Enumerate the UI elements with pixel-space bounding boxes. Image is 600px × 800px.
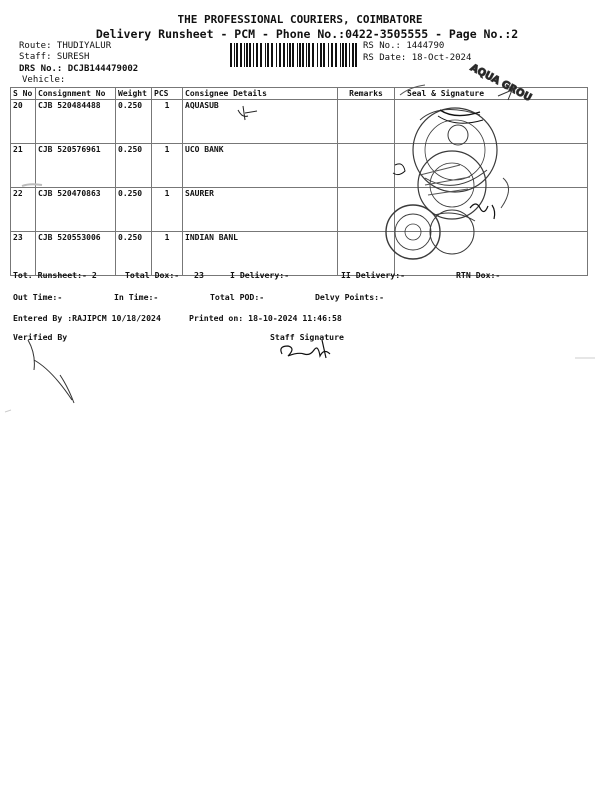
delvy-points: Delvy Points:- bbox=[315, 292, 385, 302]
cell-consignee: SAURER bbox=[183, 188, 338, 232]
cell-weight: 0.250 bbox=[116, 100, 152, 144]
entered-by: Entered By :RAJIPCM 10/18/2024 bbox=[13, 313, 161, 323]
col-header-consignee: Consignee Details bbox=[183, 88, 338, 100]
cell-pcs: 1 bbox=[152, 232, 183, 276]
aqua-group-stamp bbox=[400, 62, 533, 104]
staff-signature-label: Staff Signature bbox=[270, 332, 344, 342]
cell-sno: 22 bbox=[11, 188, 36, 232]
cell-sno: 21 bbox=[11, 144, 36, 188]
staff-label: Staff: SURESH bbox=[19, 52, 90, 62]
faint-mark-icon bbox=[5, 410, 11, 412]
cell-pcs: 1 bbox=[152, 100, 183, 144]
i-delivery: I Delivery:- bbox=[230, 270, 290, 280]
col-header-consignment: Consignment No bbox=[36, 88, 116, 100]
total-pod: Total POD:- bbox=[210, 292, 265, 302]
aqua-group-text: AQUA GROU bbox=[468, 62, 534, 104]
out-time: Out Time:- bbox=[13, 292, 63, 302]
company-title: THE PROFESSIONAL COURIERS, COIMBATORE bbox=[177, 13, 423, 26]
cell-pcs: 1 bbox=[152, 144, 183, 188]
rs-number: RS No.: 1444790 bbox=[363, 41, 445, 51]
cell-weight: 0.250 bbox=[116, 144, 152, 188]
cell-consignment: CJB 520576961 bbox=[36, 144, 116, 188]
rtn-dox: RTN Dox:- bbox=[456, 270, 501, 280]
vehicle-label: Vehicle: bbox=[22, 75, 66, 85]
svg-text:AQUA GROU bbox=[468, 62, 533, 104]
col-header-sno: S No bbox=[11, 88, 36, 100]
cell-consignment: CJB 520553006 bbox=[36, 232, 116, 276]
col-header-remarks: Remarks bbox=[338, 88, 395, 100]
cell-sno: 23 bbox=[11, 232, 36, 276]
col-header-weight: Weight bbox=[116, 88, 152, 100]
cell-consignee: UCO BANK bbox=[183, 144, 338, 188]
rs-date: RS Date: 18-Oct-2024 bbox=[363, 53, 472, 63]
staff-signature-icon bbox=[281, 340, 330, 358]
col-header-pcs: PCS bbox=[152, 88, 183, 100]
in-time: In Time:- bbox=[114, 292, 159, 302]
cell-weight: 0.250 bbox=[116, 232, 152, 276]
tot-runsheet: Tot. Runsheet:- 2 bbox=[13, 270, 97, 280]
cell-consignment: CJB 520484488 bbox=[36, 100, 116, 144]
cell-consignment: CJB 520470863 bbox=[36, 188, 116, 232]
cell-weight: 0.250 bbox=[116, 188, 152, 232]
smudge-mark-icon bbox=[22, 184, 42, 186]
runsheet-subtitle: Delivery Runsheet - PCM - Phone No.:0422-3505555 - Page No.:2 bbox=[95, 27, 519, 41]
col-header-seal-signature: Seal & Signature bbox=[395, 88, 588, 100]
indian-bank-seal-icon bbox=[386, 205, 475, 259]
tick-mark-icon bbox=[238, 106, 257, 120]
cell-consignee: INDIAN BANL bbox=[183, 232, 338, 276]
cell-sno: 20 bbox=[11, 100, 36, 144]
cell-consignee: AQUASUB bbox=[183, 100, 338, 144]
printed-on: Printed on: 18-10-2024 11:46:58 bbox=[189, 313, 342, 323]
total-dox: Total Dox:- 23 bbox=[125, 270, 204, 280]
route-label: Route: THUDIYALUR bbox=[19, 41, 112, 51]
drs-number: DRS No.: DCJB144479002 bbox=[19, 64, 139, 74]
verified-signature-icon bbox=[28, 340, 74, 403]
verified-by-label: Verified By bbox=[13, 332, 68, 342]
cell-pcs: 1 bbox=[152, 188, 183, 232]
ii-delivery: II Delivery:- bbox=[341, 270, 406, 280]
